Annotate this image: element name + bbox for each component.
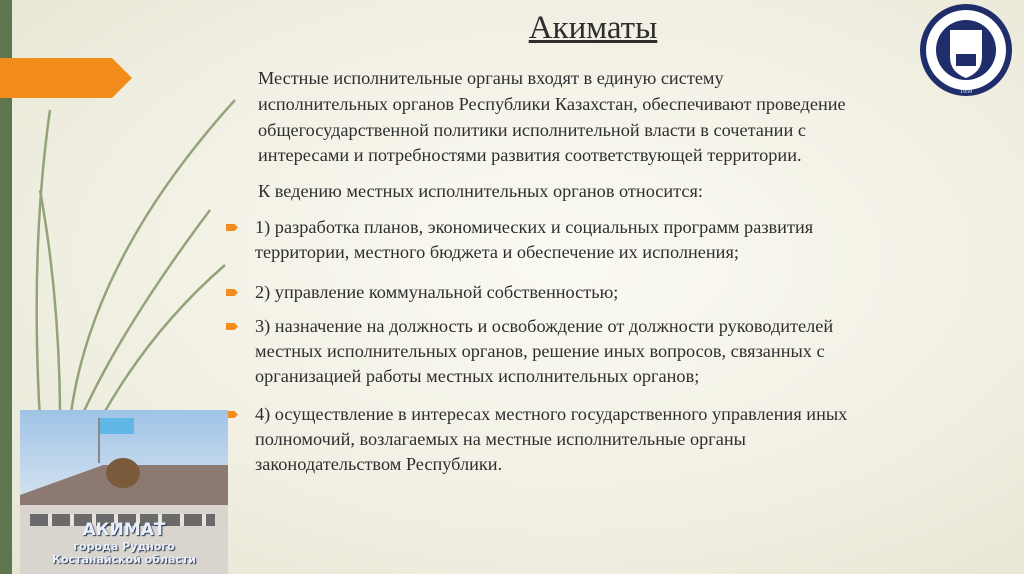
orange-arrow-decoration	[0, 58, 132, 98]
svg-text:1959: 1959	[960, 89, 972, 95]
bullet-item-line: полномочий, возлагаемых на местные исполнительные органы	[255, 429, 746, 449]
bullet-item-line: местных исполнительных органов, решение иных вопросов, связанных с	[255, 341, 825, 361]
bullet-item-line: 1) разработка планов, экономических и социальных программ развития	[255, 217, 814, 237]
bullet-item-line: территории, местного бюджета и обеспечение их исполнения;	[255, 242, 739, 262]
akimat-building-photo: АКИМАТ города Рудного Костанайской области	[20, 410, 228, 574]
slide-title: Акиматы	[528, 10, 658, 46]
intro-paragraph-line: интересами и потребностями развития соответствующей территории.	[258, 145, 802, 165]
intro-paragraph-line: общегосударственной политики исполнительной власти в сочетании с	[258, 120, 806, 140]
intro-paragraph-line: исполнительных органов Республики Казахстан, обеспечивают проведение	[258, 94, 846, 114]
bullet-item-line: организацией работы местных исполнительных органов;	[255, 366, 700, 386]
lead-sentence: К ведению местных исполнительных органов относится:	[258, 181, 703, 201]
bullet-item-line: 3) назначение на должность и освобождение от должности руководителей	[255, 316, 834, 336]
intro-paragraph-line: Местные исполнительные органы входят в единую систему	[258, 68, 724, 88]
bullet-item-line: 4) осуществление в интересах местного государственного управления иных	[255, 404, 848, 424]
bullet-item-line: законодательством Республики.	[255, 454, 503, 474]
bullet-item-line: 2) управление коммунальной собственностью;	[255, 282, 619, 302]
university-logo	[912, 2, 1020, 98]
